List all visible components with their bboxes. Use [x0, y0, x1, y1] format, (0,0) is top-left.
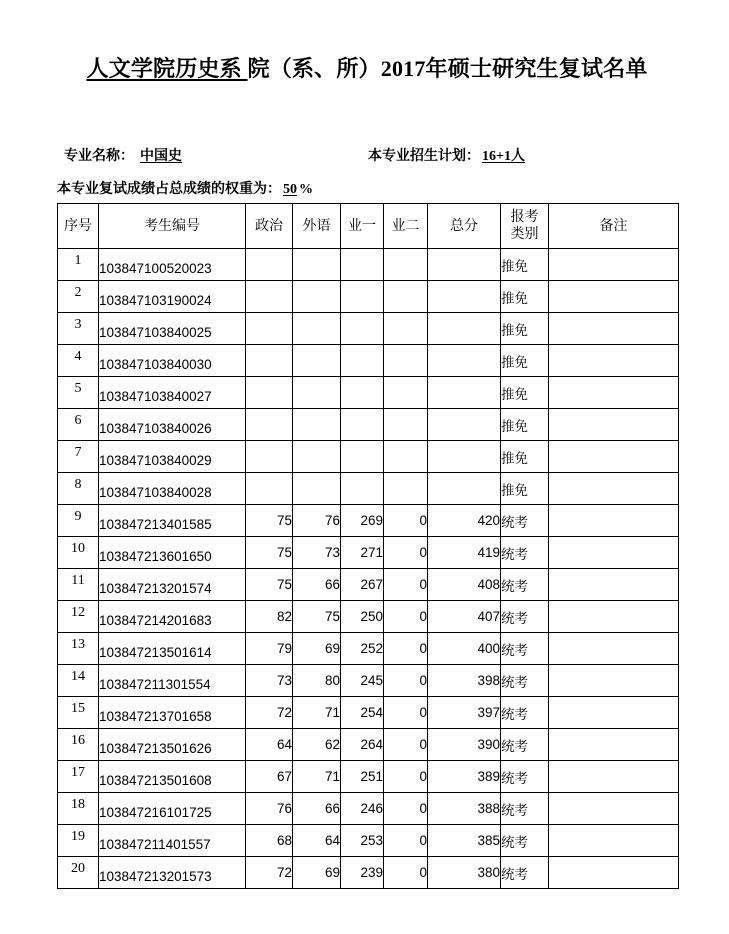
cell-subject-one: 239 [341, 857, 384, 889]
table-row [58, 793, 679, 825]
cell-index: 17 [58, 757, 99, 789]
cell-index: 6 [58, 405, 99, 437]
cell-application-type: 统考 [501, 665, 549, 697]
cell-subject-two: 0 [384, 729, 428, 761]
weight-field [57, 181, 313, 199]
cell-subject-two: 0 [384, 761, 428, 793]
cell-application-type: 推免 [501, 345, 549, 377]
cell-student-id: 103847103840025 [99, 317, 246, 349]
table-row [58, 441, 679, 473]
cell-total-score [428, 409, 501, 441]
cell-index: 4 [58, 341, 99, 373]
cell-student-id: 103847211301554 [99, 669, 246, 701]
header-foreign-language: 外语 [293, 204, 341, 249]
cell-student-id: 103847103840027 [99, 381, 246, 413]
cell-application-type: 推免 [501, 313, 549, 345]
table-row [58, 729, 679, 761]
cell-politics [246, 473, 293, 505]
cell-application-type: 统考 [501, 697, 549, 729]
cell-foreign-language: 69 [293, 633, 341, 665]
enrollment-plan-field [368, 148, 527, 166]
cell-note [549, 377, 679, 409]
title-rest: 院（系、所）2017年硕士研究生复试名单 [247, 56, 648, 81]
cell-student-id: 103847213501608 [99, 765, 246, 797]
cell-application-type: 统考 [501, 537, 549, 569]
cell-politics: 72 [246, 857, 293, 889]
cell-index: 11 [58, 565, 99, 597]
cell-note [549, 825, 679, 857]
header-index: 序号 [58, 204, 99, 249]
cell-subject-one [341, 313, 384, 345]
cell-student-id: 103847216101725 [99, 797, 246, 829]
cell-politics: 67 [246, 761, 293, 793]
cell-note [549, 281, 679, 313]
cell-foreign-language: 62 [293, 729, 341, 761]
cell-index: 15 [58, 693, 99, 725]
weight-value: 50 [283, 182, 297, 197]
table-row [58, 409, 679, 441]
cell-student-id: 103847213401585 [99, 509, 246, 541]
cell-politics: 76 [246, 793, 293, 825]
cell-total-score [428, 313, 501, 345]
header-subject-one: 业一 [341, 204, 384, 249]
cell-subject-one: 253 [341, 825, 384, 857]
title-department: 人文学院历史系 [86, 56, 248, 81]
cell-subject-two [384, 409, 428, 441]
cell-politics [246, 377, 293, 409]
table-row [58, 569, 679, 601]
cell-total-score: 420 [428, 505, 501, 537]
cell-total-score: 400 [428, 633, 501, 665]
cell-student-id: 103847213501614 [99, 637, 246, 669]
cell-subject-one: 250 [341, 601, 384, 633]
cell-foreign-language: 80 [293, 665, 341, 697]
major-label: 专业名称： [64, 149, 134, 164]
cell-subject-one [341, 281, 384, 313]
cell-subject-two: 0 [384, 505, 428, 537]
cell-foreign-language: 76 [293, 505, 341, 537]
cell-foreign-language: 66 [293, 793, 341, 825]
header-note: 备注 [549, 204, 679, 249]
cell-subject-one: 271 [341, 537, 384, 569]
table-row [58, 825, 679, 857]
cell-student-id: 103847213601650 [99, 541, 246, 573]
table-row [58, 377, 679, 409]
cell-subject-two: 0 [384, 793, 428, 825]
cell-politics [246, 313, 293, 345]
cell-total-score: 398 [428, 665, 501, 697]
cell-total-score: 390 [428, 729, 501, 761]
cell-student-id: 103847103840028 [99, 477, 246, 509]
cell-total-score [428, 377, 501, 409]
cell-foreign-language [293, 313, 341, 345]
cell-application-type: 推免 [501, 441, 549, 473]
cell-subject-two [384, 377, 428, 409]
cell-subject-two [384, 345, 428, 377]
cell-note [549, 857, 679, 889]
cell-subject-one [341, 409, 384, 441]
cell-application-type: 推免 [501, 249, 549, 281]
cell-politics: 68 [246, 825, 293, 857]
cell-politics: 75 [246, 505, 293, 537]
cell-index: 5 [58, 373, 99, 405]
cell-total-score: 419 [428, 537, 501, 569]
cell-total-score: 407 [428, 601, 501, 633]
cell-politics: 72 [246, 697, 293, 729]
cell-politics: 73 [246, 665, 293, 697]
table-row [58, 665, 679, 697]
cell-index: 8 [58, 469, 99, 501]
cell-index: 7 [58, 437, 99, 469]
cell-application-type: 统考 [501, 857, 549, 889]
cell-subject-one: 264 [341, 729, 384, 761]
cell-application-type: 统考 [501, 601, 549, 633]
table-row [58, 601, 679, 633]
cell-politics: 75 [246, 537, 293, 569]
page-title [56, 52, 678, 86]
cell-note [549, 313, 679, 345]
cell-index: 16 [58, 725, 99, 757]
cell-total-score: 408 [428, 569, 501, 601]
cell-politics [246, 345, 293, 377]
cell-subject-two: 0 [384, 601, 428, 633]
cell-student-id: 103847214201683 [99, 605, 246, 637]
table-row [58, 633, 679, 665]
candidate-table [57, 203, 679, 889]
cell-note [549, 697, 679, 729]
cell-foreign-language [293, 345, 341, 377]
cell-subject-two [384, 473, 428, 505]
enrollment-plan-value: 16+1人 [482, 149, 525, 164]
enrollment-plan-label: 本专业招生计划： [368, 149, 480, 164]
cell-subject-two [384, 249, 428, 281]
cell-student-id: 103847100520023 [99, 253, 246, 285]
cell-student-id: 103847103840026 [99, 413, 246, 445]
cell-foreign-language: 64 [293, 825, 341, 857]
cell-foreign-language [293, 249, 341, 281]
cell-index: 13 [58, 629, 99, 661]
cell-subject-one: 252 [341, 633, 384, 665]
cell-student-id: 103847103840030 [99, 349, 246, 381]
cell-subject-two: 0 [384, 857, 428, 889]
cell-subject-one [341, 249, 384, 281]
cell-index: 18 [58, 789, 99, 821]
cell-subject-one [341, 345, 384, 377]
cell-total-score: 380 [428, 857, 501, 889]
cell-application-type: 推免 [501, 281, 549, 313]
cell-subject-one: 245 [341, 665, 384, 697]
cell-subject-two: 0 [384, 665, 428, 697]
cell-subject-two: 0 [384, 697, 428, 729]
cell-note [549, 633, 679, 665]
major-field [64, 148, 226, 166]
cell-application-type: 统考 [501, 825, 549, 857]
cell-subject-two: 0 [384, 633, 428, 665]
cell-foreign-language: 73 [293, 537, 341, 569]
cell-index: 19 [58, 821, 99, 853]
header-application-type-line2: 类别 [510, 227, 539, 242]
cell-note [549, 473, 679, 505]
table-row [58, 313, 679, 345]
cell-foreign-language [293, 441, 341, 473]
cell-subject-one: 267 [341, 569, 384, 601]
cell-subject-one [341, 377, 384, 409]
header-politics: 政治 [246, 204, 293, 249]
cell-total-score: 397 [428, 697, 501, 729]
cell-student-id: 103847211401557 [99, 829, 246, 861]
cell-note [549, 569, 679, 601]
cell-note [549, 249, 679, 281]
cell-note [549, 409, 679, 441]
cell-politics [246, 281, 293, 313]
cell-total-score: 385 [428, 825, 501, 857]
table-row [58, 761, 679, 793]
cell-application-type: 推免 [501, 409, 549, 441]
cell-subject-one: 251 [341, 761, 384, 793]
table-row [58, 857, 679, 889]
cell-note [549, 601, 679, 633]
cell-politics: 64 [246, 729, 293, 761]
cell-application-type: 推免 [501, 377, 549, 409]
cell-subject-one [341, 441, 384, 473]
cell-subject-one: 254 [341, 697, 384, 729]
cell-total-score: 388 [428, 793, 501, 825]
cell-total-score [428, 249, 501, 281]
cell-note [549, 665, 679, 697]
cell-subject-one: 246 [341, 793, 384, 825]
cell-index: 20 [58, 853, 99, 885]
cell-student-id: 103847213501626 [99, 733, 246, 765]
cell-total-score: 389 [428, 761, 501, 793]
table-row [58, 345, 679, 377]
cell-index: 1 [58, 245, 99, 277]
cell-foreign-language: 75 [293, 601, 341, 633]
header-subject-two: 业二 [384, 204, 428, 249]
table-row [58, 281, 679, 313]
header-application-type [501, 204, 549, 249]
cell-subject-two [384, 441, 428, 473]
cell-subject-two: 0 [384, 569, 428, 601]
cell-politics [246, 409, 293, 441]
cell-foreign-language: 71 [293, 761, 341, 793]
cell-foreign-language [293, 409, 341, 441]
cell-application-type: 统考 [501, 793, 549, 825]
cell-student-id: 103847213201573 [99, 861, 246, 893]
cell-subject-two: 0 [384, 537, 428, 569]
cell-application-type: 推免 [501, 473, 549, 505]
cell-subject-two [384, 281, 428, 313]
cell-student-id: 103847103840029 [99, 445, 246, 477]
table-body [58, 249, 679, 889]
cell-application-type: 统考 [501, 729, 549, 761]
cell-index: 12 [58, 597, 99, 629]
cell-foreign-language: 71 [293, 697, 341, 729]
table-row [58, 697, 679, 729]
cell-application-type: 统考 [501, 569, 549, 601]
cell-foreign-language [293, 473, 341, 505]
major-value: 中国史 [140, 149, 182, 164]
weight-unit: % [299, 182, 313, 197]
weight-label: 本专业复试成绩占总成绩的权重为： [57, 182, 281, 197]
cell-application-type: 统考 [501, 761, 549, 793]
cell-foreign-language [293, 281, 341, 313]
cell-note [549, 761, 679, 793]
cell-total-score [428, 441, 501, 473]
cell-note [549, 345, 679, 377]
header-total-score: 总分 [428, 204, 501, 249]
cell-subject-two: 0 [384, 825, 428, 857]
cell-index: 2 [58, 277, 99, 309]
cell-application-type: 统考 [501, 633, 549, 665]
cell-note [549, 793, 679, 825]
header-application-type-line1: 报考 [510, 210, 539, 225]
table-header-row [58, 204, 679, 249]
cell-foreign-language: 66 [293, 569, 341, 601]
cell-total-score [428, 281, 501, 313]
cell-note [549, 537, 679, 569]
cell-foreign-language [293, 377, 341, 409]
cell-index: 9 [58, 501, 99, 533]
cell-politics [246, 249, 293, 281]
cell-politics: 79 [246, 633, 293, 665]
cell-index: 10 [58, 533, 99, 565]
cell-student-id: 103847213201574 [99, 573, 246, 605]
cell-note [549, 505, 679, 537]
cell-politics: 82 [246, 601, 293, 633]
cell-note [549, 441, 679, 473]
cell-politics [246, 441, 293, 473]
cell-total-score [428, 345, 501, 377]
header-student-id: 考生编号 [99, 204, 246, 249]
cell-student-id: 103847103190024 [99, 285, 246, 317]
cell-subject-one [341, 473, 384, 505]
cell-index: 14 [58, 661, 99, 693]
cell-total-score [428, 473, 501, 505]
table-row [58, 505, 679, 537]
cell-application-type: 统考 [501, 505, 549, 537]
cell-foreign-language: 69 [293, 857, 341, 889]
table-row [58, 249, 679, 281]
cell-subject-two [384, 313, 428, 345]
cell-subject-one: 269 [341, 505, 384, 537]
cell-politics: 75 [246, 569, 293, 601]
table-row [58, 473, 679, 505]
table-row [58, 537, 679, 569]
cell-student-id: 103847213701658 [99, 701, 246, 733]
cell-index: 3 [58, 309, 99, 341]
cell-note [549, 729, 679, 761]
